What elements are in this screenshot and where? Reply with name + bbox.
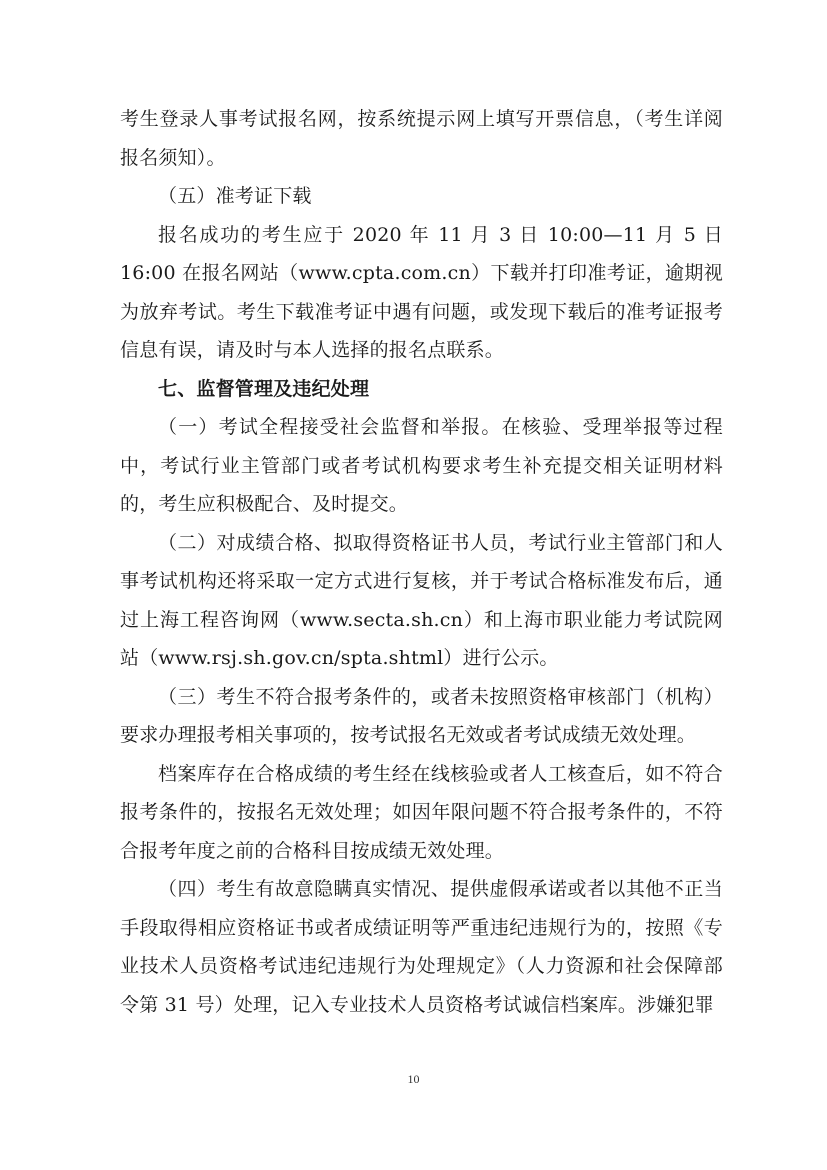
paragraph-item-2: （二）对成绩合格、拟取得资格证书人员，考试行业主管部门和人事考试机构还将采取一定方式进行复核，并于考试合格标准发布后，通过上海工程咨询网（www.secta.sh.cn）和上海市职业能力考试院网站（www.rsj.sh.gov.cn/spta.shtml）进行公示。 (120, 531, 723, 669)
paragraph-admission-ticket: 报名成功的考生应于 2020 年 11 月 3 日 10:00—11 月 5 日 16:00 在报名网站（www.cpta.com.cn）下载并打印准考证，逾期视为放弃考试。考生下载准考证中遇有问题，或发现下载后的准考证报考信息有误，请及时与本人选择的报名点联系。 (120, 223, 723, 361)
paragraph-item-3: （三）考生不符合报考条件的，或者未按照资格审核部门（机构）要求办理报考相关事项的，按考试报名无效或者考试成绩无效处理。 (120, 685, 723, 746)
paragraph-invoice-info: 考生登录人事考试报名网，按系统提示网上填写开票信息，（考生详阅报名须知）。 (120, 108, 723, 169)
paragraph-item-4: （四）考生有故意隐瞒真实情况、提供虚假承诺或者以其他不正当手段取得相应资格证书或者成绩证明等严重违纪违规行为的，按照《专业技术人员资格考试违纪违规行为处理规定》（人力资源和社会保障部令第 31 号）处理，记入专业技术人员资格考试诚信档案库。涉嫌犯罪 (120, 878, 723, 1016)
paragraph-item-1: （一）考试全程接受社会监督和举报。在核验、受理举报等过程中，考试行业主管部门或者考试机构要求考生补充提交相关证明材料的，考生应积极配合、及时提交。 (120, 416, 723, 515)
subheading-admission-ticket-download: （五）准考证下载 (158, 185, 312, 207)
paragraph-archive: 档案库存在合格成绩的考生经在线核验或者人工核查后，如不符合报考条件的，按报名无效处理；如因年限问题不符合报考条件的，不符合报考年度之前的合格科目按成绩无效处理。 (120, 762, 723, 862)
document-body (120, 100, 723, 1024)
page-number: 10 (407, 1072, 420, 1086)
section-heading-supervision: 七、监督管理及违纪处理 (158, 377, 370, 400)
